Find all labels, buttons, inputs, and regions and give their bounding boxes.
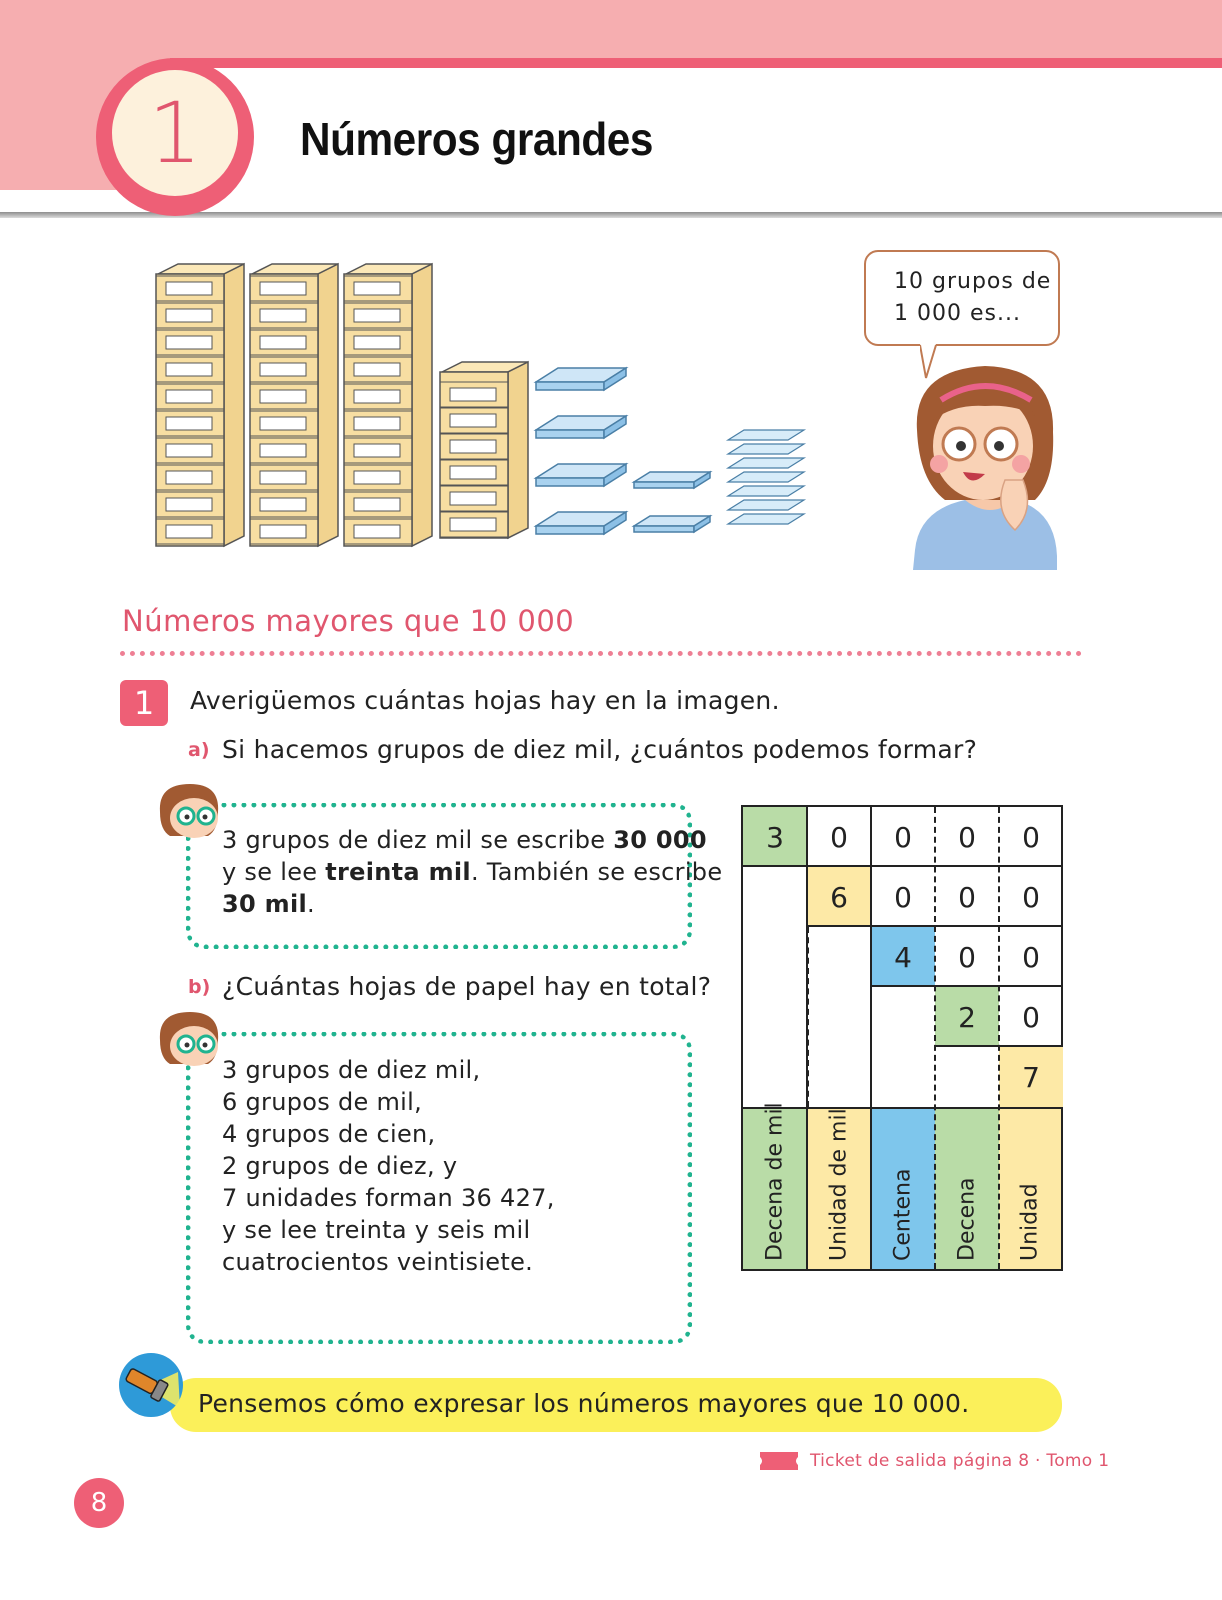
part-a-line3-bold: 30 mil [222, 890, 308, 918]
section-dotted-rule [120, 651, 1082, 656]
six-thousands-stack [440, 362, 528, 538]
header-band [0, 0, 1222, 60]
hundred-flats [536, 368, 626, 534]
pv-row-line [743, 865, 1061, 867]
pv-label-cell-decena-de-mil [743, 1102, 807, 1269]
part-a-answer [222, 824, 722, 920]
pv-cell-r1c5: 0 [1022, 820, 1040, 854]
pv-cell-r3c3: 4 [871, 927, 935, 987]
pv-label-cell-unidad [999, 1107, 1061, 1269]
ten-rods [634, 472, 710, 532]
problem-text: Averigüemos cuántas hojas hay en la imagen. [190, 686, 780, 715]
part-a-line2-bold: treinta mil [325, 858, 471, 886]
girl-character [905, 360, 1065, 570]
pv-label-centena: Centena [890, 1168, 916, 1261]
part-a-line2-post: . También se escribe [470, 858, 723, 886]
problem-number: 1 [120, 680, 168, 726]
ten-thousand-tower-2 [250, 264, 338, 546]
student-avatar [156, 782, 222, 840]
unit-sheets [728, 430, 804, 524]
part-b-answer-line: 2 grupos de diez, y [222, 1152, 458, 1180]
part-b-question: ¿Cuántas hojas de papel hay en total? [222, 972, 712, 1001]
pv-cell-r1c3: 0 [894, 820, 912, 854]
pv-label-cell-unidad-de-mil [807, 1107, 871, 1269]
ten-thousand-tower-1 [156, 264, 244, 546]
pv-row-line [807, 925, 1061, 927]
part-a-question: Si hacemos grupos de diez mil, ¿cuántos podemos formar? [222, 735, 978, 764]
base-ten-blocks-illustration [150, 262, 830, 562]
pv-cell-r3c4: 0 [958, 940, 976, 974]
page-number: 8 [74, 1478, 124, 1528]
part-b-marker: b) [188, 976, 211, 998]
pv-label-unidad-de-mil: Unidad de mil [826, 1108, 852, 1261]
ticket-icon[interactable] [760, 1452, 798, 1470]
part-b-answer-line: 7 unidades forman 36 427, [222, 1184, 555, 1212]
flashlight-icon [118, 1352, 184, 1418]
speech-bubble-line-1: 10 grupos de [894, 269, 1052, 294]
chapter-number: 1 [112, 70, 238, 196]
pv-cell-r4c5: 0 [1022, 1000, 1040, 1034]
part-b-answer-line: 6 grupos de mil, [222, 1088, 423, 1116]
speech-bubble-line-2: 1 000 es... [894, 301, 1021, 326]
part-b-answer-line: 3 grupos de diez mil, [222, 1056, 481, 1084]
section-title: Números mayores que 10 000 [122, 604, 575, 638]
place-value-table [741, 805, 1063, 1271]
chapter-title: Números grandes [300, 113, 653, 165]
pv-row-line [935, 1045, 1061, 1047]
pv-divider-line [934, 807, 936, 1269]
header-accent-line [170, 58, 1222, 68]
speech-bubble [864, 250, 1060, 346]
exit-ticket-link[interactable]: Ticket de salida página 8 · Tomo 1 [810, 1451, 1110, 1471]
part-a-line1-number: 30 000 [613, 826, 707, 854]
pv-cell-r2c3: 0 [894, 880, 912, 914]
part-a-marker: a) [188, 739, 210, 761]
pv-cell-r1c1: 3 [743, 807, 807, 867]
part-b-answer-line: cuatrocientos veintisiete. [222, 1248, 534, 1276]
pv-divider-line [998, 807, 1000, 1269]
student-avatar [156, 1010, 222, 1068]
part-b-answer-line: 4 grupos de cien, [222, 1120, 436, 1148]
part-a-line3-post: . [307, 890, 315, 918]
part-b-answer [222, 1054, 555, 1278]
pv-label-cell-decena [935, 1107, 999, 1269]
pv-cell-r5c5: 7 [999, 1047, 1063, 1107]
pv-cell-r2c5: 0 [1022, 880, 1040, 914]
pv-cell-r2c2: 6 [807, 867, 871, 927]
pv-label-cell-centena [871, 1107, 935, 1269]
pv-cell-r4c4: 2 [935, 987, 999, 1047]
part-a-answer-line-3 [222, 888, 722, 920]
pv-cell-r2c4: 0 [958, 880, 976, 914]
pv-row-line [871, 985, 1061, 987]
part-b-answer-line: y se lee treinta y seis mil [222, 1216, 531, 1244]
part-a-answer-line-1 [222, 824, 722, 856]
pv-cell-r3c5: 0 [1022, 940, 1040, 974]
part-a-line2-text: y se lee [222, 858, 326, 886]
pv-divider-line [807, 927, 809, 1107]
pv-label-decena: Decena [954, 1177, 980, 1261]
ten-thousand-tower-3 [344, 264, 432, 546]
pv-label-decena-de-mil: Decena de mil [762, 1102, 788, 1261]
pv-cell-r1c2: 0 [830, 820, 848, 854]
think-prompt-text: Pensemos cómo expresar los números mayores que 10 000. [198, 1389, 970, 1418]
part-a-answer-line-2 [222, 856, 722, 888]
pv-cell-r1c4: 0 [958, 820, 976, 854]
pv-divider-line [870, 807, 872, 1269]
part-a-line1-text: 3 grupos de diez mil se escribe [222, 826, 614, 854]
pv-label-unidad: Unidad [1017, 1183, 1043, 1261]
